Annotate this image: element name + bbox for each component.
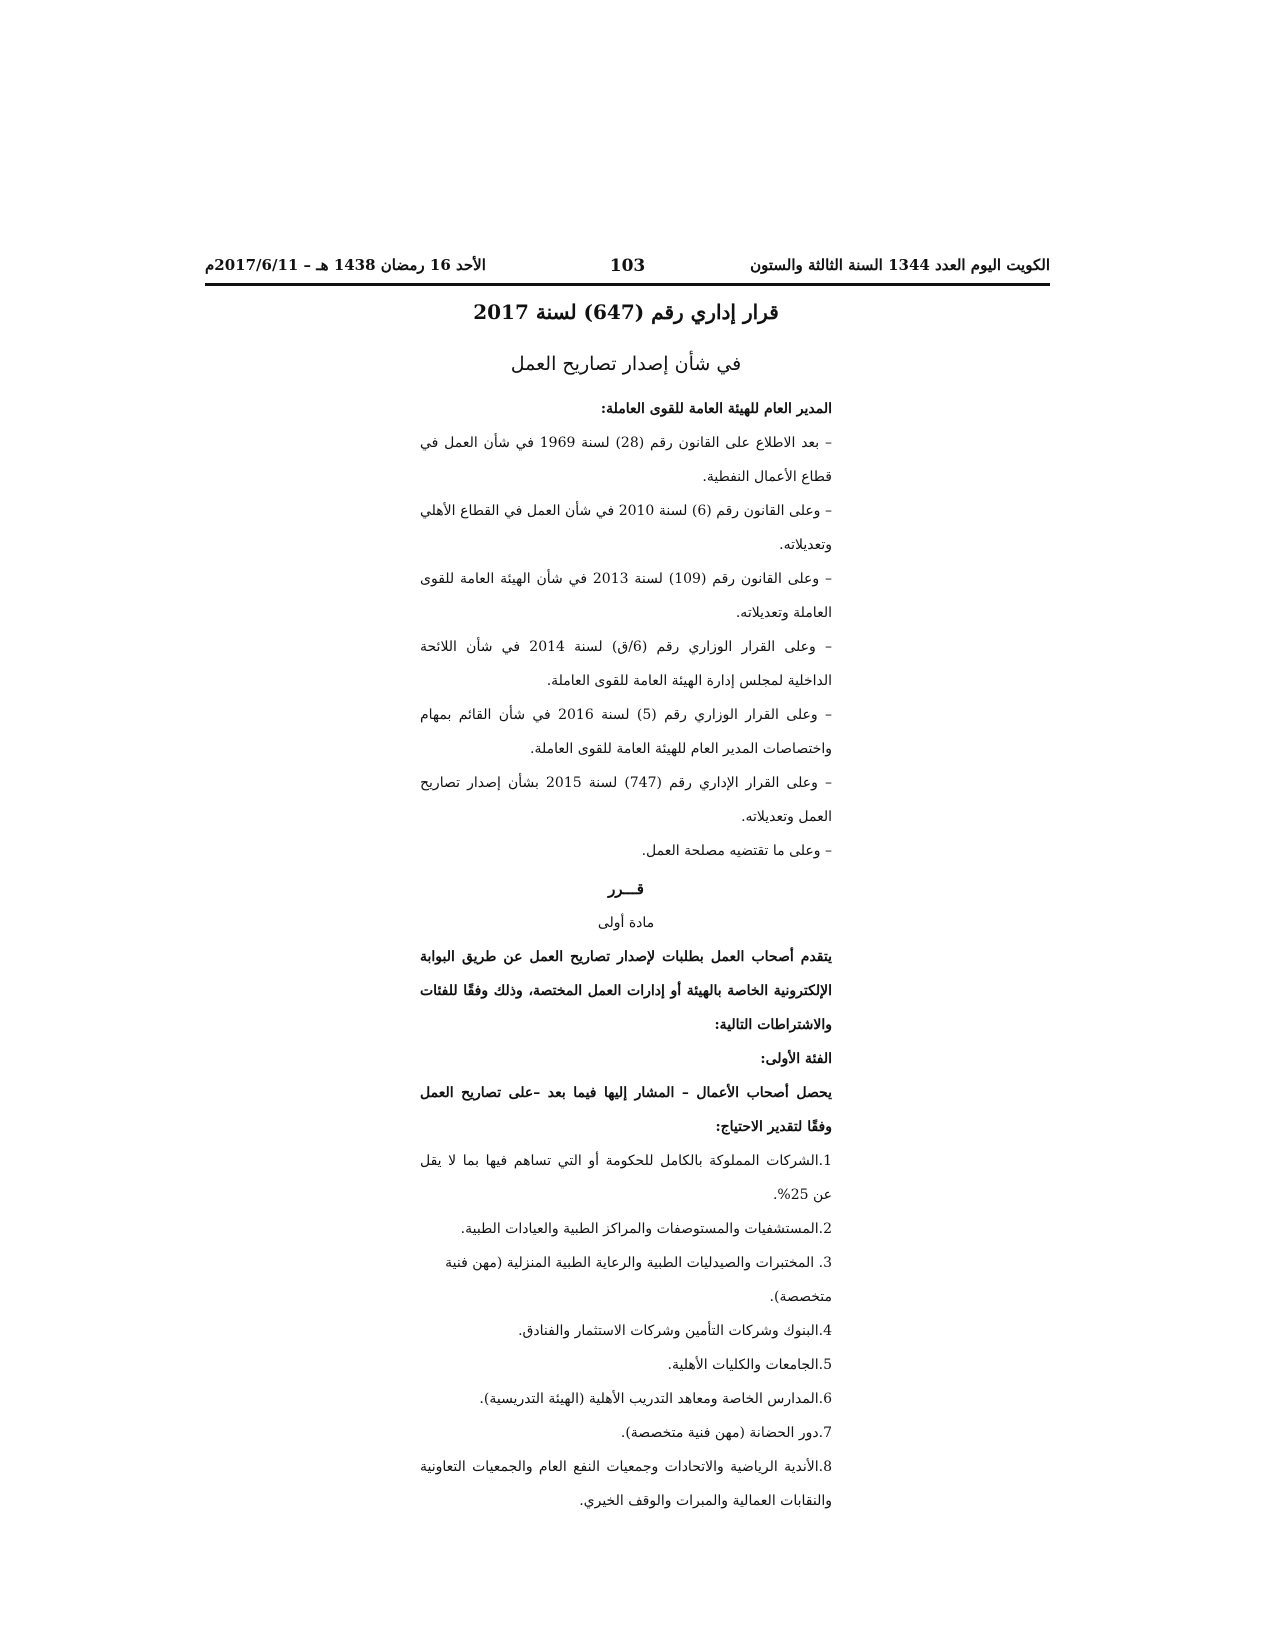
decree-subtitle: في شأن إصدار تصاريح العمل xyxy=(510,353,742,375)
article-intro: يتقدم أصحاب العمل بطلبات لإصدار تصاريح العمل عن طريق البوابة الإلكترونية الخاصة بالهيئة أو إدارات العمل المختصة، وذلك وفقًا للفئات والاشتراطات التالية: xyxy=(420,949,832,1033)
list-item: 2.المستشفيات والمستوصفات والمراكز الطبية والعيادات الطبية. xyxy=(460,1221,832,1237)
decided-heading: قـــرر xyxy=(608,880,644,898)
preamble-item: – وعلى القرار الوزاري رقم (6/ق) لسنة 2014 في شأن اللائحة الداخلية لمجلس إدارة الهيئة العامة للقوى العاملة. xyxy=(420,639,832,689)
preamble-item: – بعد الاطلاع على القانون رقم (28) لسنة 1969 في شأن العمل في قطاع الأعمال النفطية. xyxy=(420,435,832,485)
list-item: 8.الأندية الرياضية والاتحادات وجمعيات النفع العام والجمعيات التعاونية والنقابات العمالية والمبرات والوقف الخيري. xyxy=(420,1459,832,1509)
page-number: 103 xyxy=(609,256,646,276)
decree-column xyxy=(420,296,832,1518)
decree-addressee: المدير العام للهيئة العامة للقوى العاملة: xyxy=(600,401,832,417)
category-intro: يحصل أصحاب الأعمال – المشار إليها فيما بعد –على تصاريح العمل وفقًا لتقدير الاحتياج: xyxy=(420,1085,832,1135)
list-item: 6.المدارس الخاصة ومعاهد التدريب الأهلية (الهيئة التدريسية). xyxy=(479,1391,832,1407)
list-item: 1.الشركات المملوكة بالكامل للحكومة أو التي تساهم فيها بما لا يقل عن 25%. xyxy=(420,1153,832,1203)
list-item: 4.البنوك وشركات التأمين وشركات الاستثمار والفنادق. xyxy=(518,1323,832,1339)
preamble-item: – وعلى ما تقتضيه مصلحة العمل. xyxy=(641,843,832,859)
preamble-item: – وعلى القرار الإداري رقم (747) لسنة 2015 بشأن إصدار تصاريح العمل وتعديلاته. xyxy=(420,775,832,825)
list-item: 5.الجامعات والكليات الأهلية. xyxy=(667,1357,832,1373)
category-heading: الفئة الأولى: xyxy=(760,1051,832,1067)
preamble-item: – وعلى القانون رقم (109) لسنة 2013 في شأن الهيئة العامة للقوى العاملة وتعديلاته. xyxy=(420,571,832,621)
decree-title: قرار إداري رقم (647) لسنة 2017 xyxy=(473,300,779,324)
header-rule xyxy=(205,283,1050,286)
list-item: 7.دور الحضانة (مهن فنية متخصصة). xyxy=(620,1425,832,1441)
preamble-item: – وعلى القرار الوزاري رقم (5) لسنة 2016 في شأن القائم بمهام واختصاصات المدير العام للهيئة العامة للقوى العاملة. xyxy=(420,707,832,757)
list-item: 3. المختبرات والصيدليات الطبية والرعاية الطبية المنزلية (مهن فنية متخصصة). xyxy=(445,1255,832,1305)
article-heading: مادة أولى xyxy=(597,915,655,931)
publication-title: الكويت اليوم العدد 1344 السنة الثالثة والستون xyxy=(750,256,1050,274)
page-header xyxy=(205,256,1050,280)
preamble-item: – وعلى القانون رقم (6) لسنة 2010 في شأن العمل في القطاع الأهلي وتعديلاته. xyxy=(420,503,832,553)
issue-date: الأحد 16 رمضان 1438 هـ – 2017/6/11م xyxy=(205,256,486,274)
